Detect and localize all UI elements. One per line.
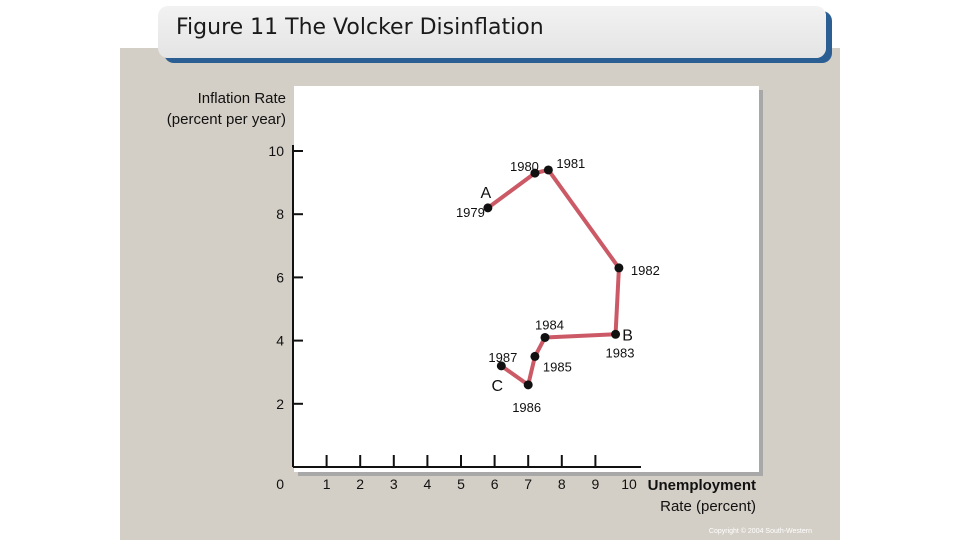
data-point-1985 (530, 352, 539, 361)
data-point-1984 (541, 333, 550, 342)
y-axis-label-line-1: Inflation Rate (197, 90, 286, 107)
x-tick-label-8: 8 (557, 476, 566, 492)
year-label-1984: 1984 (535, 317, 564, 333)
x-tick-label-9: 9 (591, 476, 600, 492)
x-axis-label-line-1: Unemployment (647, 477, 756, 494)
x-tick-label-7: 7 (524, 476, 533, 492)
data-point-1982 (614, 263, 623, 272)
year-label-1983: 1983 (605, 345, 635, 361)
year-label-1986: 1986 (512, 399, 542, 415)
year-label-1979: 1979 (455, 204, 485, 220)
year-label-1980: 1980 (509, 159, 539, 175)
y-tick-label-6: 6 (276, 269, 284, 286)
x-tick-label-0: 0 (276, 476, 284, 492)
y-axis-label-line-2: (percent per year) (166, 111, 286, 128)
year-label-1987: 1987 (488, 349, 518, 365)
y-tick-label-4: 4 (276, 332, 284, 349)
x-tick-label-10: 10 (621, 476, 637, 492)
data-point-1983 (611, 330, 620, 339)
x-tick-label-5: 5 (457, 476, 465, 492)
point-annotation-C: C (491, 377, 504, 395)
x-tick-label-4: 4 (423, 476, 432, 492)
data-point-1981 (544, 165, 553, 174)
x-tick-label-1: 1 (322, 476, 331, 492)
x-tick-label-2: 2 (356, 476, 365, 492)
x-axis-label-line-2: Rate (percent) (660, 498, 756, 515)
copyright-notice: Copyright © 2004 South-Western (708, 528, 812, 535)
year-label-1982: 1982 (630, 262, 660, 278)
y-tick-label-8: 8 (276, 206, 284, 223)
slide-title: Figure 11 The Volcker Disinflation (176, 15, 544, 40)
y-tick-label-2: 2 (276, 395, 284, 412)
x-tick-label-6: 6 (490, 476, 499, 492)
data-point-1986 (524, 380, 533, 389)
x-tick-label-3: 3 (389, 476, 398, 492)
point-annotation-A: A (480, 184, 492, 202)
y-tick-label-10: 10 (268, 143, 284, 159)
year-label-1981: 1981 (556, 155, 586, 171)
year-label-1985: 1985 (542, 359, 572, 375)
point-annotation-B: B (622, 327, 633, 345)
